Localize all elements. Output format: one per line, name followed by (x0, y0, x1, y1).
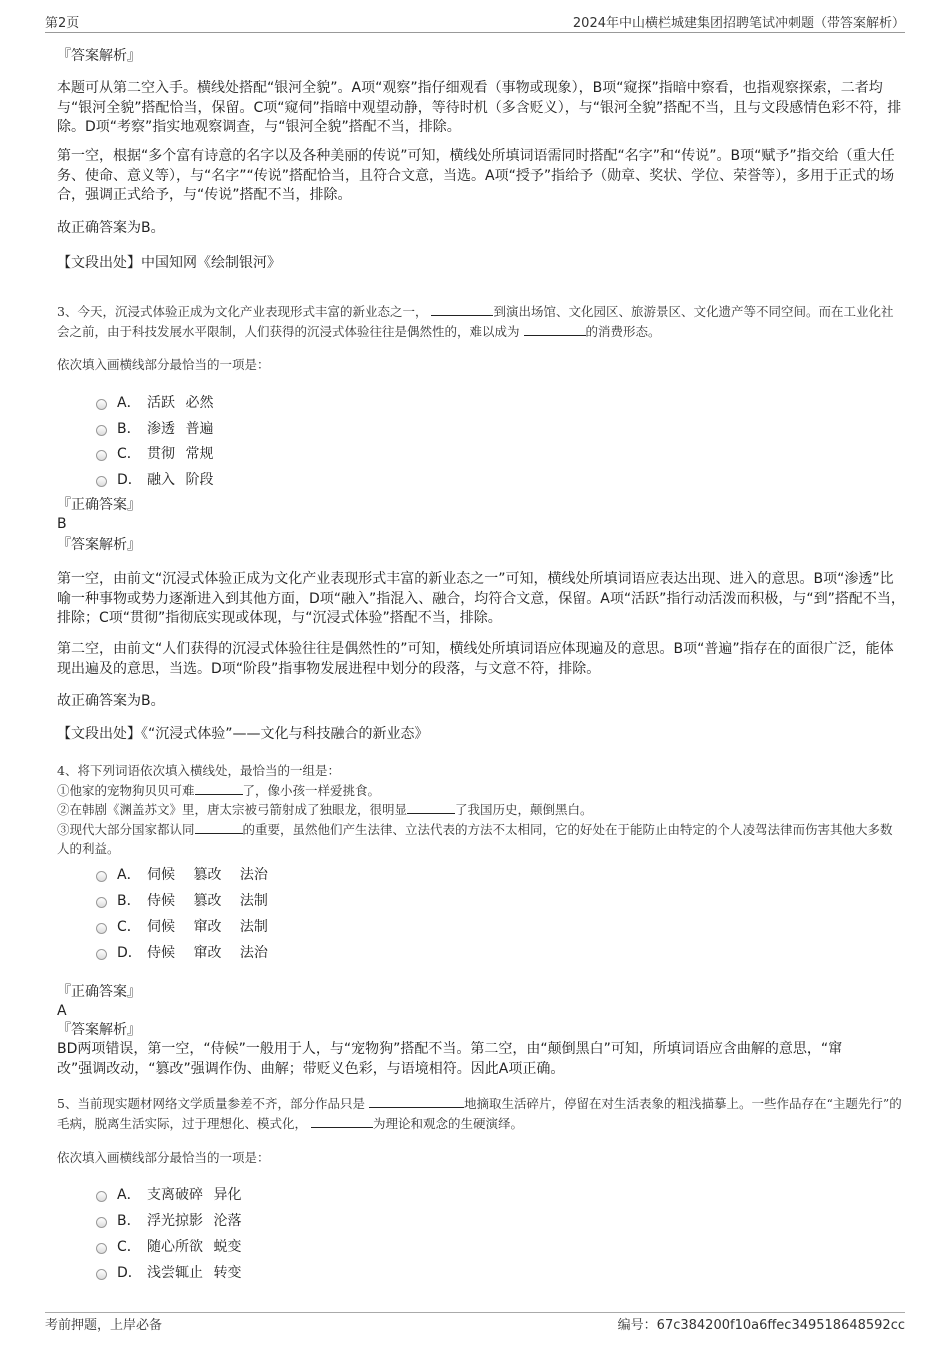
analysis-label: 『答案解析』 (57, 537, 141, 553)
answer-label: 『正确答案』 (57, 984, 141, 1000)
option-c[interactable] (96, 443, 213, 463)
radio-icon[interactable] (96, 1191, 107, 1202)
question-4-stem (57, 761, 905, 859)
analysis-label: 『答案解析』 (57, 1022, 141, 1038)
analysis-paragraph: 第一空，根据“多个富有诗意的名字以及各种美丽的传说”可知，横线处所填词语需同时搭配“名字”和“传说”。B项“赋予”指交给（重大任务、使命、意义等），与“名字”“传说”搭配恰当，且符合文意，当选。A项“授予”指给予（勋章、奖状、学位、荣誉等），多用于正式的场合，强调正式给予，与“传说”搭配不当，排除。 (57, 148, 895, 203)
option-letter: C． (117, 1239, 141, 1255)
analysis-label: 『答案解析』 (57, 48, 141, 64)
option-text: 侍候 窜改 法治 (147, 945, 268, 961)
question-5-stem (57, 1094, 905, 1134)
option-letter: D． (117, 472, 142, 488)
option-letter: B． (117, 1213, 141, 1229)
radio-icon[interactable] (96, 949, 107, 960)
option-c[interactable] (96, 916, 268, 936)
option-letter: A． (117, 867, 141, 883)
correct-answer: B (57, 516, 67, 532)
page-number: 第2页 (45, 16, 80, 31)
analysis-paragraph: 本题可从第二空入手。横线处搭配“银河全貌”。A项“观察”指仔细观看（事物或现象），B项“窥探”指暗中察看，也指观察探索，二者均与“银河全貌”搭配恰当，保留。C项“窥伺”指暗中观望动静，等待时机（多含贬义），与“银河全貌”搭配不当，且与文段感情色彩不符，排除。D项“考察”指实地观察调查，与“银河全貌”搭配不当，排除。 (57, 80, 902, 135)
blank (195, 821, 243, 834)
option-letter: D． (117, 945, 142, 961)
stem-text: 到演出场馆、文化园区、旅游景区、文化遗产等不同空间。而在工业化社会之前，由于科技发展水平限制，人们获得的沉浸式体验往往是偶然性的，难以成为 (57, 304, 894, 339)
blank (407, 801, 455, 814)
conclusion: 故正确答案为B。 (57, 220, 165, 236)
stem-text: 了，像小孩一样爱挑食。 (242, 782, 381, 798)
option-a[interactable] (96, 392, 213, 412)
blank (195, 782, 243, 795)
radio-icon[interactable] (96, 476, 107, 487)
footer-divider (45, 1312, 905, 1313)
option-text: 伺候 窜改 法制 (147, 919, 268, 935)
analysis-paragraph: 第一空，由前文“沉浸式体验正成为文化产业表现形式丰富的新业态之一”可知，横线处所填词语应表达出现、进入的意思。B项“渗透”比喻一种事物或势力逐渐进入到其他方面，D项“融入”指混入、融合，均符合文意，保留。A项“活跃”指行动活泼而积极，与“到”搭配不当，排除；C项“贯彻”指彻底实现或体现，与“沉浸式体验”搭配不当，排除。 (57, 571, 905, 626)
option-text: 融入 阶段 (147, 472, 214, 488)
sentence-1 (57, 781, 905, 801)
stem-text: 5、当前现实题材网络文学质量参差不齐，部分作品只是 (57, 1096, 365, 1111)
option-letter: C． (117, 446, 141, 462)
radio-icon[interactable] (96, 425, 107, 436)
option-text: 浅尝辄止 转变 (147, 1265, 242, 1281)
option-d[interactable] (96, 1262, 241, 1282)
option-letter: C． (117, 919, 141, 935)
option-a[interactable] (96, 1184, 241, 1204)
blank (524, 323, 586, 336)
blank (431, 303, 493, 316)
radio-icon[interactable] (96, 399, 107, 410)
sentence-3 (57, 820, 905, 859)
option-letter: A． (117, 1187, 141, 1203)
radio-icon[interactable] (96, 897, 107, 908)
option-d[interactable] (96, 942, 268, 962)
option-letter: A． (117, 395, 141, 411)
option-b[interactable] (96, 1210, 241, 1230)
option-a[interactable] (96, 864, 268, 884)
option-text: 浮光掠影 沦落 (147, 1213, 242, 1229)
stem-text: 3、今天，沉浸式体验正成为文化产业表现形式丰富的新业态之一， (57, 304, 428, 319)
radio-icon[interactable] (96, 1243, 107, 1254)
analysis-paragraph: BD两项错误，第一空，“侍候”一般用于人，与“宠物狗”搭配不当。第二空，由“颠倒黑白”可知，所填词语应含曲解的意思，“窜改”强调改动，“篡改”强调作伪、曲解；带贬义色彩，与语境相符。因此A项正确。 (57, 1041, 843, 1077)
blank (369, 1095, 464, 1108)
option-text: 侍候 篡改 法制 (147, 893, 268, 909)
document-title: 2024年中山横栏城建集团招聘笔试冲刺题（带答案解析） (572, 16, 905, 31)
radio-icon[interactable] (96, 1269, 107, 1280)
stem-text: 为理论和观念的生硬演绎。 (373, 1116, 524, 1131)
source: 【文段出处】《“沉浸式体验”——文化与科技融合的新业态》 (57, 726, 429, 742)
stem-text: ①他家的宠物狗贝贝可难 (57, 782, 195, 798)
source: 【文段出处】中国知网《绘制银河》 (57, 255, 281, 271)
question-prompt: 依次填入画横线部分最恰当的一项是： (57, 357, 270, 372)
option-c[interactable] (96, 1236, 241, 1256)
radio-icon[interactable] (96, 871, 107, 882)
blank (311, 1115, 373, 1128)
option-d[interactable] (96, 469, 213, 489)
option-b[interactable] (96, 418, 213, 438)
radio-icon[interactable] (96, 1217, 107, 1228)
option-text: 渗透 普遍 (147, 421, 214, 437)
question-3-stem (57, 302, 905, 342)
stem-text: 了我国历史，颠倒黑白。 (455, 802, 593, 817)
radio-icon[interactable] (96, 450, 107, 461)
correct-answer: A (57, 1003, 67, 1019)
stem-text: 的重要，虽然他们产生法律、立法代表的方法不太相同，它的好处在于能防止由特定的个人凌驾法律而伤害其他大多数人的利益。 (57, 821, 893, 856)
answer-label: 『正确答案』 (57, 497, 141, 513)
option-letter: B． (117, 421, 141, 437)
option-letter: D． (117, 1265, 142, 1281)
radio-icon[interactable] (96, 923, 107, 934)
footer-code: 编号：67c384200f10a6ffec349518648592cc (617, 1318, 905, 1333)
option-text: 活跃 必然 (147, 395, 214, 411)
stem-text: 4、将下列词语依次填入横线处，最恰当的一组是： (57, 763, 340, 778)
option-letter: B． (117, 893, 141, 909)
footer-slogan: 考前押题，上岸必备 (45, 1318, 163, 1333)
question-prompt: 依次填入画横线部分最恰当的一项是： (57, 1150, 270, 1165)
option-text: 贯彻 常规 (147, 446, 214, 462)
option-text: 随心所欲 蜕变 (147, 1239, 242, 1255)
stem-text: 的消费形态。 (585, 324, 661, 339)
stem-text: ③现代大部分国家都认同 (57, 821, 195, 837)
analysis-paragraph: 第二空，由前文“人们获得的沉浸式体验往往是偶然性的”可知，横线处所填词语应体现遍及的意思。B项“普遍”指存在的面很广泛，能体现出遍及的意思，当选。D项“阶段”指事物发展进程中划分的段落，与文意不符，排除。 (57, 641, 894, 677)
header-divider (45, 32, 905, 33)
option-text: 支离破碎 异化 (147, 1187, 242, 1203)
stem-text: 地摘取生活碎片，停留在对生活表象的粗浅描摹上。一些作品存在“主题先行”的毛病，脱离生活实际，过于理想化、模式化， (57, 1096, 902, 1131)
stem-text: ②在韩剧《渊盖苏文》里，唐太宗被弓箭射成了独眼龙，很明显 (57, 802, 408, 817)
option-b[interactable] (96, 890, 268, 910)
option-text: 伺候 篡改 法治 (147, 867, 268, 883)
conclusion: 故正确答案为B。 (57, 693, 165, 709)
sentence-2 (57, 800, 905, 820)
